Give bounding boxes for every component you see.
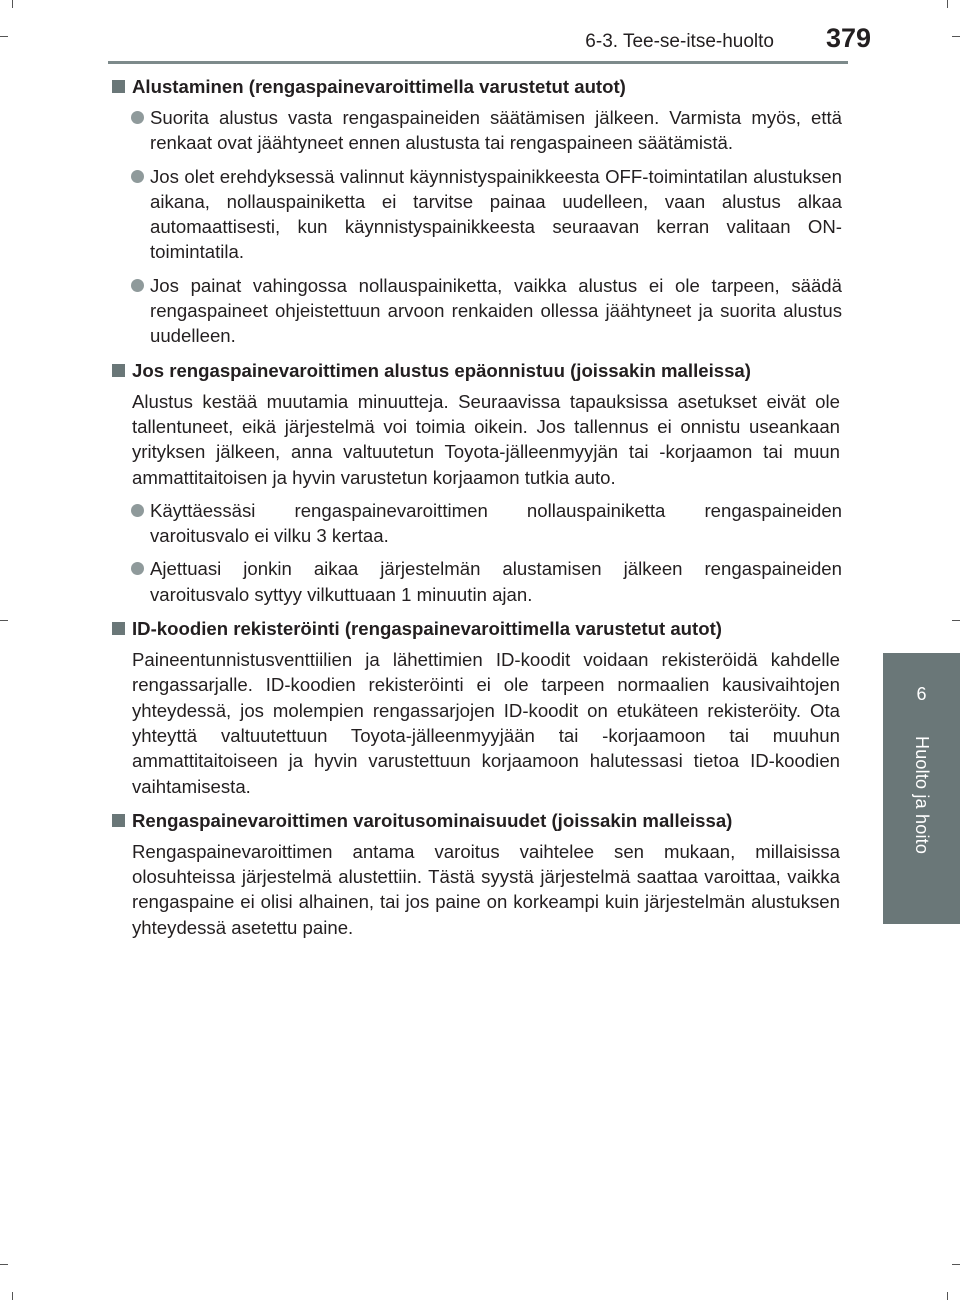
section-paragraph: Paineentunnistusventtiilien ja lähettimien ID-koodit voidaan rekisteröidä kahdelle rengassarjalle. ID-koodien rekisteröinti ei ole tarpeen normaalien kausivaihtojen yhteydessä, jos molempien rengassarjojen ID-koodit on etukäteen rekisteröity. Ota yhteyttä valtuutettuun Toyota-jälleenmyyjään tai -korjaamoon tai muuhun ammattitaitoiseen ja hyvin varustettuun korjaamoon halutessasi tietoa ID-koodien vaihtamisesta. bbox=[132, 649, 840, 797]
chapter-title: Huolto ja hoito bbox=[912, 736, 932, 855]
crop-mark bbox=[0, 620, 8, 621]
section-heading-text: ID-koodien rekisteröinti (rengaspainevaroittimella varustetut autot) bbox=[132, 618, 722, 640]
section-heading bbox=[112, 74, 842, 99]
section-initialization bbox=[112, 74, 842, 349]
round-bullet-icon bbox=[131, 279, 144, 292]
bullet-item bbox=[112, 105, 842, 156]
chapter-number: 6 bbox=[916, 684, 927, 704]
square-bullet-icon bbox=[112, 814, 125, 827]
bullet-text: Jos olet erehdyksessä valinnut käynnistyspainikkeesta OFF-toimintatilan alustuksen aikana, nollauspainiketta ei tarvitse painaa uudelleen, vaan alustus alkaa automaattisesti, kun käynnistyspainikkeesta seuraavan kerran valitaan ON-toimintatila. bbox=[150, 165, 842, 263]
crop-mark bbox=[12, 1292, 13, 1300]
bullet-text: Ajettuasi jonkin aikaa järjestelmän alustamisen jälkeen rengaspaineiden varoitusvalo syttyy vilkuttuaan 1 minuutin ajan. bbox=[150, 558, 842, 605]
square-bullet-icon bbox=[112, 364, 125, 377]
section-heading bbox=[112, 616, 842, 641]
round-bullet-icon bbox=[131, 562, 144, 575]
bullet-item bbox=[112, 556, 842, 607]
bullet-item bbox=[112, 498, 842, 549]
section-heading bbox=[112, 358, 842, 383]
crop-mark bbox=[947, 1292, 948, 1300]
crop-mark bbox=[0, 1264, 8, 1265]
square-bullet-icon bbox=[112, 622, 125, 635]
section-initialization-failure bbox=[112, 358, 842, 607]
round-bullet-icon bbox=[131, 504, 144, 517]
square-bullet-icon bbox=[112, 80, 125, 93]
page-content bbox=[112, 74, 842, 949]
section-warning-features bbox=[112, 808, 842, 940]
section-paragraph: Rengaspainevaroittimen antama varoitus vaihtelee sen mukaan, millaisissa olosuhteissa järjestelmä alustettiin. Tästä syystä järjestelmä saattaa varoittaa, vaikka rengaspaine ei olisi alhainen, tai jos paine on korkeampi kuin järjestelmän alustuksen yhteydessä asetettu paine. bbox=[132, 840, 840, 938]
header-divider bbox=[108, 61, 848, 64]
section-heading-text: Alustaminen (rengaspainevaroittimella varustetut autot) bbox=[132, 76, 626, 97]
bullet-item bbox=[112, 273, 842, 349]
section-id-registration bbox=[112, 616, 842, 799]
chapter-tab bbox=[883, 653, 960, 924]
section-title: 6-3. Tee-se-itse-huolto bbox=[585, 31, 774, 52]
section-heading-text: Rengaspainevaroittimen varoitusominaisuudet (joissakin malleissa) bbox=[132, 809, 733, 831]
round-bullet-icon bbox=[131, 111, 144, 124]
bullet-text: Jos painat vahingossa nollauspainiketta, vaikka alustus ei ole tarpeen, säädä rengaspaineet ohjeistettuun arvoon renkaiden ollessa jäähtyneet ja suorita alustus uudelleen. bbox=[150, 274, 842, 347]
page-header bbox=[0, 0, 960, 64]
section-heading bbox=[112, 808, 842, 833]
section-heading-text: Jos rengaspainevaroittimen alustus epäonnistuu (joissakin malleissa) bbox=[132, 359, 751, 381]
round-bullet-icon bbox=[131, 170, 144, 183]
crop-mark bbox=[952, 1264, 960, 1265]
page-number: 379 bbox=[826, 23, 872, 53]
section-paragraph: Alustus kestää muutamia minuutteja. Seuraavissa tapauksissa asetukset eivät ole tallentuneet, eikä järjestelmä voi toimia oikein. Jos tallennus ei onnistu useankaan yrityksen jälkeen, anna valtuutetun Toyota-jälleenmyyjän tai -korjaamon tai muun ammattitaitoisen ja hyvin varustetun korjaamon tutkia auto. bbox=[132, 390, 840, 488]
bullet-text: Käyttäessäsi rengaspainevaroittimen nollauspainiketta rengaspaineiden varoitusvalo ei vilku 3 kertaa. bbox=[150, 499, 842, 547]
bullet-text: Suorita alustus vasta rengaspaineiden säätämisen jälkeen. Varmista myös, että renkaat ovat jäähtyneet ennen alustusta tai rengaspaineen säätämistä. bbox=[150, 107, 842, 154]
crop-mark bbox=[952, 620, 960, 621]
bullet-item bbox=[112, 164, 842, 265]
